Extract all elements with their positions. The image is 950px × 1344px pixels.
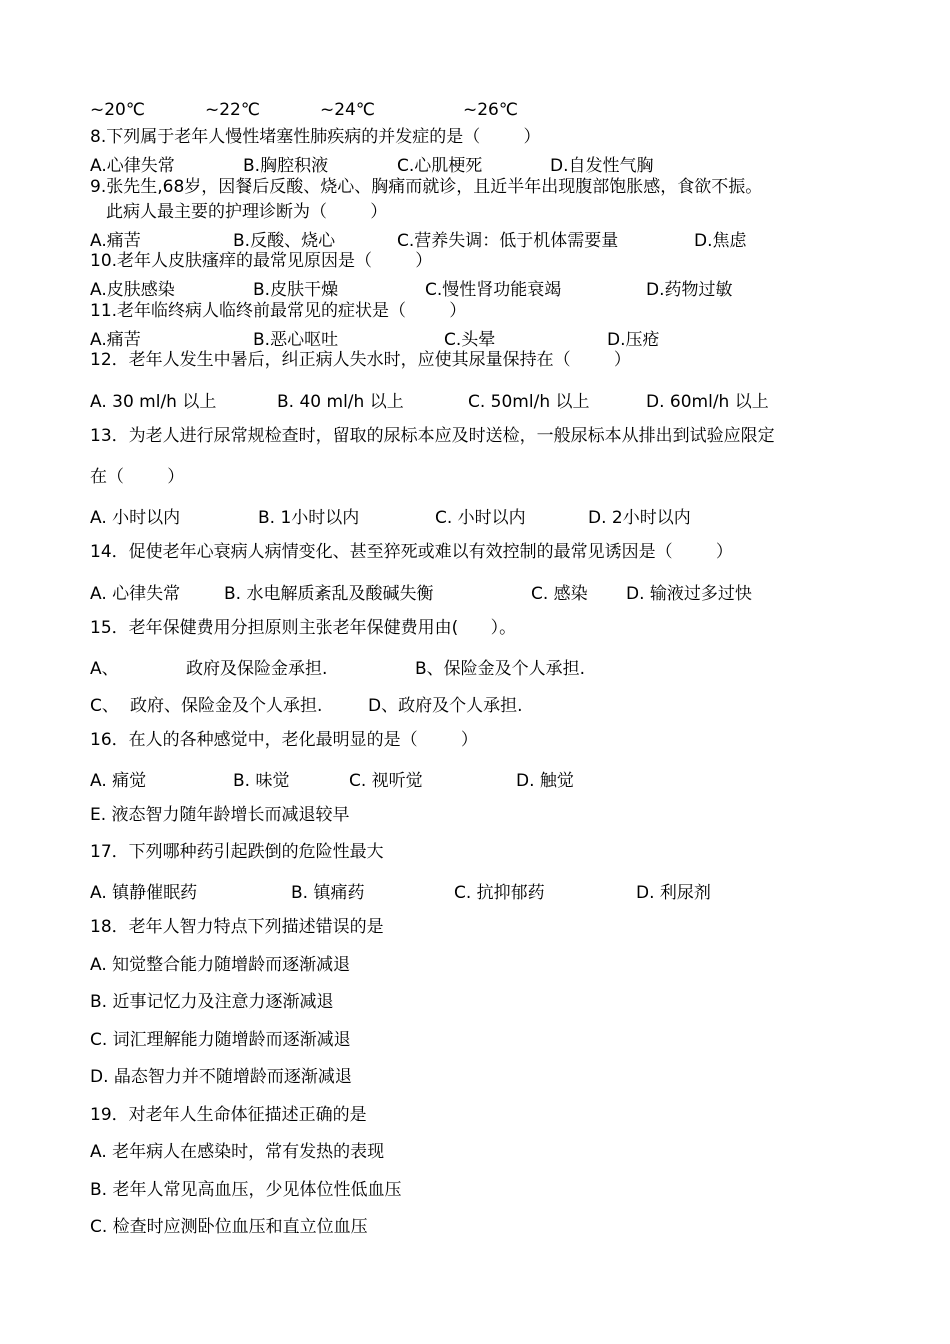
q8-option-c: C.心肌梗死: [397, 156, 483, 176]
q17-option-b: B. 镇痛药: [291, 883, 365, 903]
q9-option-d: D.焦虑: [694, 231, 747, 251]
question-9-stem-cont: 此病人最主要的护理诊断为（ ）: [106, 202, 388, 222]
q8-option-d: D.自发性气胸: [550, 156, 654, 176]
q17-option-a: A. 镇静催眠药: [90, 883, 198, 903]
question-13-stem-cont: 在（ ）: [90, 467, 185, 487]
q18-option-b: B. 近事记忆力及注意力逐渐减退: [90, 992, 334, 1012]
q17-option-c: C. 抗抑郁药: [454, 883, 545, 903]
q13-option-b: B. 1小时以内: [258, 508, 360, 528]
q9-option-a: A.痛苦: [90, 231, 141, 251]
q12-option-b: B. 40 ml/h 以上: [277, 392, 404, 412]
q10-option-a: A.皮肤感染: [90, 280, 175, 300]
q11-option-d: D.压疮: [607, 330, 660, 350]
q18-option-c: C. 词汇理解能力随增龄而逐渐减退: [90, 1030, 351, 1050]
q10-option-b: B.皮肤干燥: [253, 280, 339, 300]
q16-option-b: B. 味觉: [233, 771, 290, 791]
q12-option-c: C. 50ml/h 以上: [468, 392, 590, 412]
q16-option-a: A. 痛觉: [90, 771, 147, 791]
q18-option-a: A. 知觉整合能力随增龄而逐渐减退: [90, 955, 351, 975]
q18-option-d: D. 晶态智力并不随增龄而逐渐减退: [90, 1067, 352, 1087]
question-8-stem: 8.下列属于老年人慢性堵塞性肺疾病的并发症的是（ ）: [90, 127, 541, 147]
q15-option-a-letter: A、: [90, 659, 119, 679]
q13-option-c: C. 小时以内: [435, 508, 526, 528]
q15-option-a-text: 政府及保险金承担.: [186, 659, 328, 679]
question-10-stem: 10.老年人皮肤瘙痒的最常见原因是（ ）: [90, 251, 433, 271]
question-11-stem: 11.老年临终病人临终前最常见的症状是（ ）: [90, 301, 467, 321]
option-temp-c: ~24℃: [320, 100, 375, 120]
question-19-stem: 19．对老年人生命体征描述正确的是: [90, 1105, 367, 1125]
q11-option-a: A.痛苦: [90, 330, 141, 350]
q12-option-d: D. 60ml/h 以上: [646, 392, 769, 412]
q8-option-b: B.胸腔积液: [243, 156, 329, 176]
q11-option-c: C.头晕: [444, 330, 496, 350]
question-12-stem: 12．老年人发生中暑后，纠正病人失水时，应使其尿量保持在（ ）: [90, 350, 631, 370]
q16-option-d: D. 触觉: [516, 771, 574, 791]
q19-option-c: C. 检查时应测卧位血压和直立位血压: [90, 1217, 368, 1237]
question-9-stem: 9.张先生,68岁，因餐后反酸、烧心、胸痛而就诊，且近半年出现腹部饱胀感，食欲不振。: [90, 177, 763, 197]
q13-option-d: D. 2小时以内: [588, 508, 691, 528]
q10-option-c: C.慢性肾功能衰竭: [425, 280, 562, 300]
q15-option-d: D、政府及个人承担.: [368, 696, 523, 716]
question-17-stem: 17．下列哪种药引起跌倒的危险性最大: [90, 842, 384, 862]
question-13-stem: 13．为老人进行尿常规检查时，留取的尿标本应及时送检，一般尿标本从排出到试验应限定: [90, 426, 775, 446]
q16-option-c: C. 视听觉: [349, 771, 423, 791]
q8-option-a: A.心律失常: [90, 156, 175, 176]
q14-option-d: D. 输液过多过快: [626, 584, 752, 604]
q13-option-a: A. 小时以内: [90, 508, 181, 528]
q15-option-c-letter: C、: [90, 696, 119, 716]
question-16-stem: 16．在人的各种感觉中，老化最明显的是（ ）: [90, 730, 478, 750]
q16-option-e: E. 液态智力随年龄增长而减退较早: [90, 805, 350, 825]
q19-option-a: A. 老年病人在感染时，常有发热的表现: [90, 1142, 385, 1162]
q14-option-a: A. 心律失常: [90, 584, 181, 604]
q9-option-b: B.反酸、烧心: [233, 231, 336, 251]
q15-option-b: B、保险金及个人承担.: [415, 659, 586, 679]
q10-option-d: D.药物过敏: [646, 280, 733, 300]
question-14-stem: 14．促使老年心衰病人病情变化、甚至猝死或难以有效控制的最常见诱因是（ ）: [90, 542, 733, 562]
option-temp-b: ~22℃: [205, 100, 260, 120]
q9-option-c: C.营养失调：低于机体需要量: [397, 231, 619, 251]
q11-option-b: B.恶心呕吐: [253, 330, 339, 350]
question-15-stem: 15．老年保健费用分担原则主张老年保健费用由( ）。: [90, 618, 517, 638]
q14-option-c: C. 感染: [531, 584, 588, 604]
q15-option-c-text: 政府、保险金及个人承担.: [130, 696, 323, 716]
q14-option-b: B. 水电解质紊乱及酸碱失衡: [224, 584, 434, 604]
q17-option-d: D. 利尿剂: [636, 883, 711, 903]
q19-option-b: B. 老年人常见高血压，少见体位性低血压: [90, 1180, 402, 1200]
option-temp-d: ~26℃: [463, 100, 518, 120]
q12-option-a: A. 30 ml/h 以上: [90, 392, 217, 412]
option-temp-a: ~20℃: [90, 100, 145, 120]
question-18-stem: 18．老年人智力特点下列描述错误的是: [90, 917, 384, 937]
